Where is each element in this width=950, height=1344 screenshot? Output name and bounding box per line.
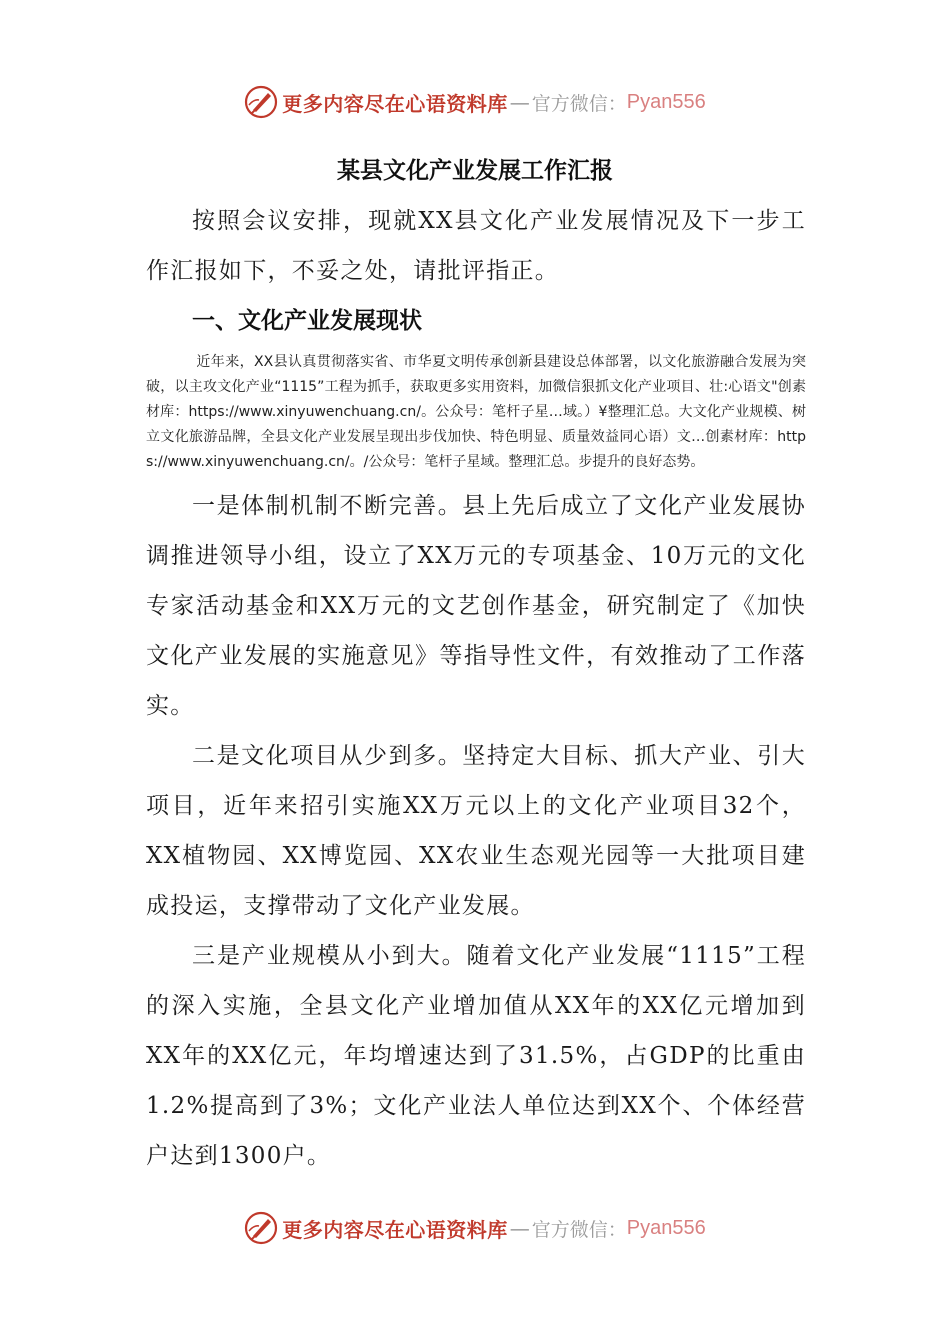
point-paragraph-3: 三是产业规模从小到大。随着文化产业发展“1115”工程的深入实施，全县文化产业增加值从XX年的XX亿元增加到XX年的XX亿元，年均增速达到了31.5%，占GDP的比重由1.2%提高到了3%；文化产业法人单位达到XX个、个体经营户达到1300户。 bbox=[146, 943, 806, 1169]
banner-separator: — bbox=[509, 1216, 530, 1240]
footer-banner bbox=[0, 1208, 950, 1248]
section-heading: 一、文化产业发展现状 bbox=[192, 308, 422, 334]
summary-paragraph: 近年来，XX县认真贯彻落实省、市华夏文明传承创新县建设总体部署，以文化旅游融合发展为突破，以主攻文化产业“1115”工程为抓手，获取更多实用资料，加微信狠抓文化产业项目、壮:心语文"创素材库：https://www.xinyuwenchuang.cn/。公众号：笔杆子星…域。）¥整理汇总。大文化产业规模、树立文化旅游品牌，全县文化产业发展呈现出步伐加快、特色明显、质量效益同心语）文…创素材库：https://www.xinyuwenchuang.cn/。/公众号：笔杆子星域。整理汇总。步提升的良好态势。 bbox=[146, 354, 806, 470]
banner-wechat-id: Pyan556 bbox=[626, 90, 706, 113]
point-paragraph-1: 一是体制机制不断完善。县上先后成立了文化产业发展协调推进领导小组，设立了XX万元的专项基金、10万元的文化专家活动基金和XX万元的文艺创作基金，研究制定了《加快文化产业发展的实施意见》等指导性文件，有效推动了工作落实。 bbox=[146, 493, 806, 719]
banner-wechat-label: 官方微信： bbox=[531, 1218, 627, 1241]
quill-logo-icon bbox=[244, 85, 278, 119]
document-body bbox=[146, 196, 806, 1181]
quill-logo-icon bbox=[244, 1211, 278, 1245]
banner-text: 更多内容尽在心语资料库 bbox=[282, 91, 508, 116]
banner-wechat-id: Pyan556 bbox=[626, 1216, 706, 1239]
page-title: 某县文化产业发展工作汇报 bbox=[337, 158, 613, 184]
header-banner bbox=[0, 82, 950, 122]
banner-text: 更多内容尽在心语资料库 bbox=[282, 1217, 508, 1242]
intro-paragraph: 按照会议安排，现就XX县文化产业发展情况及下一步工作汇报如下，不妥之处，请批评指正。 bbox=[146, 208, 806, 284]
banner-separator: — bbox=[509, 90, 530, 114]
point-paragraph-2: 二是文化项目从少到多。坚持定大目标、抓大产业、引大项目，近年来招引实施XX万元以上的文化产业项目32个，XX植物园、XX博览园、XX农业生态观光园等一大批项目建成投运，支撑带动了文化产业发展。 bbox=[146, 743, 806, 919]
banner-wechat-label: 官方微信： bbox=[531, 92, 627, 115]
